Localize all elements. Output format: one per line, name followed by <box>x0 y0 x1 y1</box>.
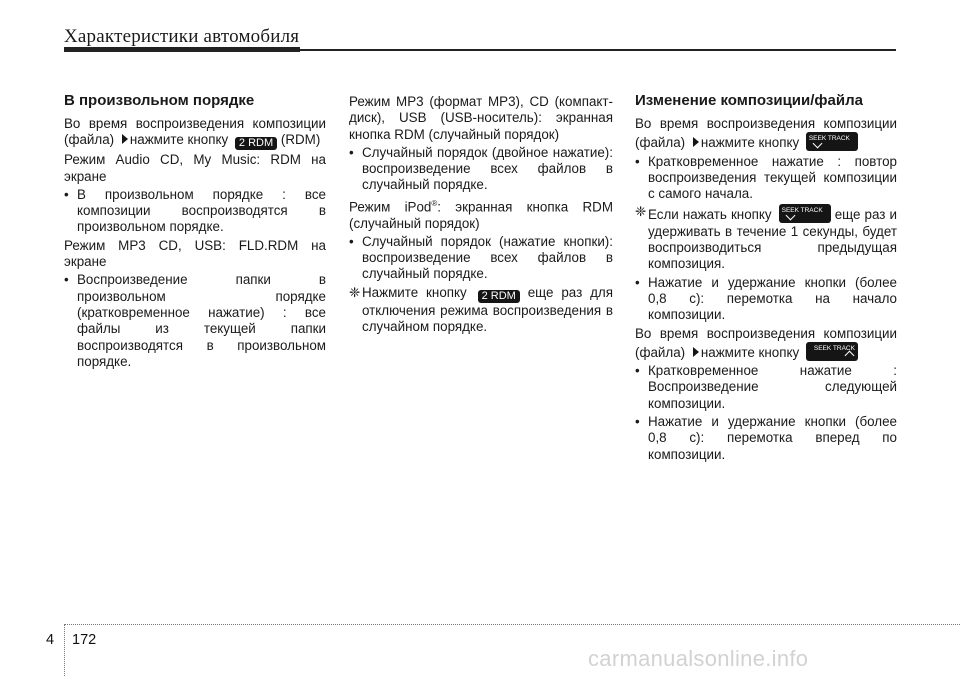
text: еще раз для отключения режима воспроизведения в случайном порядке. <box>362 284 613 335</box>
list-item <box>635 363 897 412</box>
page-header-title: Характеристики автомобиля <box>64 26 300 47</box>
section-heading-change-track: Изменение композиции/файла <box>635 92 863 109</box>
note-item <box>349 285 613 336</box>
column-1 <box>64 92 326 372</box>
list-item <box>635 154 897 203</box>
text: В произвольном порядке : все композиции воспроизводятся в произвольном порядке. <box>77 186 326 235</box>
bullet-icon: • <box>635 414 640 430</box>
text: Режим iPod <box>349 199 432 215</box>
bullet-icon: • <box>635 363 640 379</box>
bullet-icon: • <box>64 186 69 202</box>
paragraph: Режим Audio CD, My Music: RDM на экране <box>64 152 326 184</box>
registered-mark: ® <box>431 198 438 208</box>
text: Если нажать кнопку <box>648 207 772 223</box>
text: Во время воспроизведения композиции (файла) <box>635 325 897 360</box>
seek-label: SEEK TRACK <box>808 135 850 143</box>
footer-divider <box>64 624 65 676</box>
list-item <box>349 234 613 283</box>
text: нажмите кнопку <box>700 135 800 151</box>
list-item <box>64 187 326 236</box>
text: нажмите кнопку <box>129 132 229 148</box>
note-icon: ❈ <box>635 204 647 220</box>
seek-track-up-button-icon <box>806 342 858 361</box>
text: : экранная кнопка RDM (случайный порядок) <box>349 199 613 231</box>
arrow-icon <box>693 347 699 357</box>
section-heading-random: В произвольном порядке <box>64 92 255 109</box>
text: Нажатие и удержание кнопки (более 0,8 с): перемотка вперед по композиции. <box>648 414 897 462</box>
arrow-icon <box>122 134 128 144</box>
bullet-icon: • <box>349 144 354 160</box>
text: Кратковременное нажатие : повтор воспроизведения текущей композиции с самого начала. <box>648 153 897 202</box>
watermark: carmanualsonline.info <box>588 646 809 671</box>
paragraph <box>64 116 326 150</box>
header-bar <box>64 47 300 52</box>
column-2 <box>349 94 613 337</box>
bullet-icon: • <box>349 233 354 249</box>
list-item <box>635 275 897 324</box>
text: Случайный порядок (нажатие кнопки): воспроизведение всех файлов в случайный порядке. <box>362 233 613 282</box>
bullet-icon: • <box>635 274 640 290</box>
rdm-button-icon: 2 RDM <box>235 137 277 150</box>
text: Нажмите кнопку <box>362 284 467 300</box>
paragraph <box>349 196 613 232</box>
bullet-icon: • <box>64 272 69 288</box>
chapter-number: 4 <box>46 632 55 648</box>
column-3 <box>635 92 897 465</box>
note-icon: ❈ <box>349 284 361 300</box>
seek-label: SEEK TRACK <box>781 207 823 215</box>
text: еще раз и удерживать в течение 1 секунды, будет воспроизводиться предыдущая композиция. <box>648 207 897 272</box>
footer-rule <box>64 624 960 625</box>
text: Нажатие и удержание кнопки (более 0,8 с): перемотка на начало композиции. <box>648 274 897 323</box>
paragraph <box>635 116 897 152</box>
seek-label: SEEK TRACK <box>813 344 855 352</box>
page-number: 172 <box>72 632 97 648</box>
note-item <box>635 204 897 272</box>
text: Случайный порядок (двойное нажатие): воспроизведение всех файлов в случайный порядке. <box>362 144 613 193</box>
text: Во время воспроизведения композиции (файла) <box>635 116 897 151</box>
text: Воспроизведение папки в произвольном порядке (кратковременное нажатие) : все файлы из текущей папки воспроизводятся в произвольном порядке. <box>77 272 326 369</box>
text: нажмите кнопку <box>700 344 800 360</box>
text: Кратковременное нажатие : Воспроизведение следующей композиции. <box>648 363 897 411</box>
paragraph: Режим MP3 CD, USB: FLD.RDM на экране <box>64 237 326 270</box>
rdm-button-icon: 2 RDM <box>478 290 520 303</box>
arrow-icon <box>693 137 699 147</box>
text: (RDM) <box>280 132 321 148</box>
chevron-up-icon <box>844 350 854 360</box>
seek-track-down-button-icon <box>779 204 831 223</box>
paragraph: Режим MP3 (формат MP3), CD (компакт-диск), USB (USB-носитель): экранная кнопка RDM (случайный порядок) <box>349 94 613 142</box>
list-item <box>349 145 613 194</box>
text: Во время воспроизведения композиции (файла) <box>64 116 326 148</box>
paragraph <box>635 326 897 362</box>
seek-track-down-button-icon <box>806 132 858 151</box>
bullet-icon: • <box>635 153 640 169</box>
list-item <box>64 272 326 370</box>
list-item <box>635 414 897 463</box>
